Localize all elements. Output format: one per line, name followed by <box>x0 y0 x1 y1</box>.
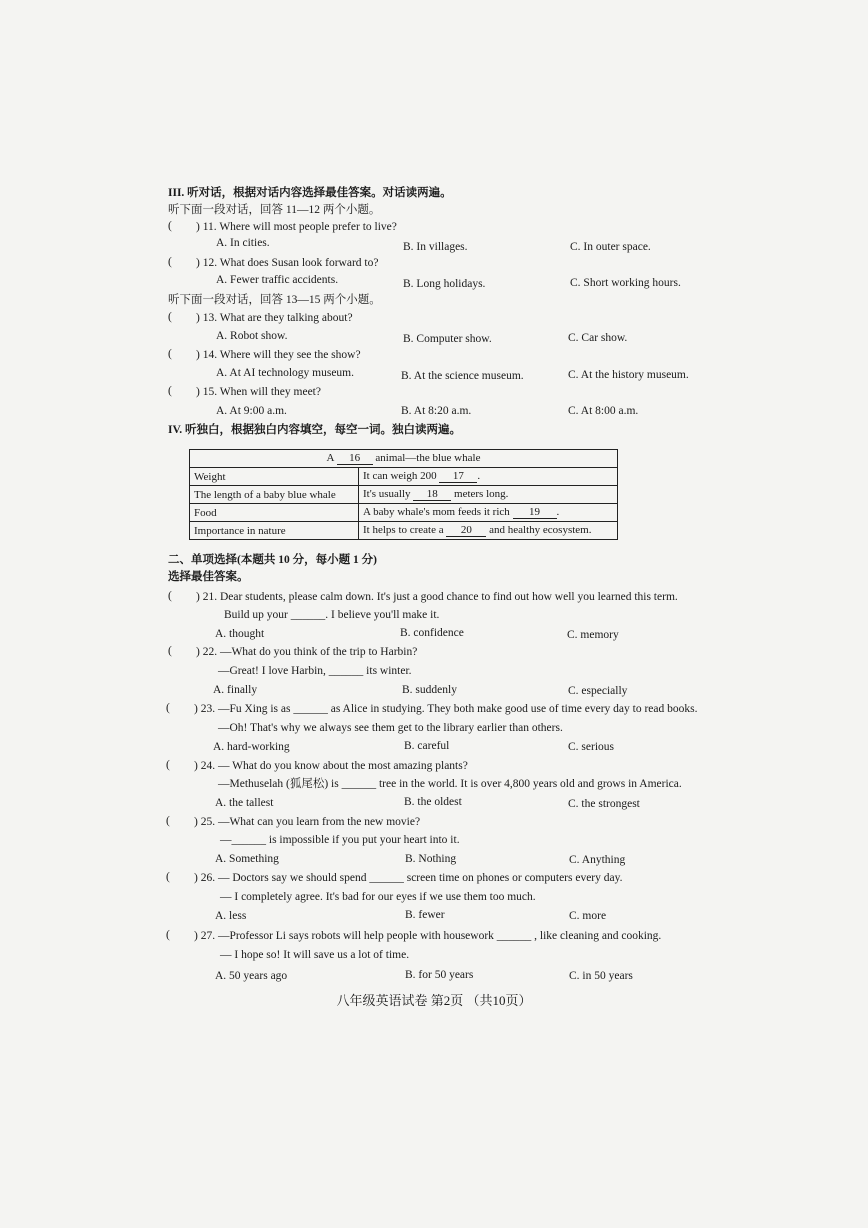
question-stem-2: —Oh! That's why we always see them get to the library earlier than others. <box>218 722 563 734</box>
option-a: A. hard-working <box>213 741 290 753</box>
question-stem: ) 23. —Fu Xing is as ______ as Alice in studying. They both make good use of time every day to read books. <box>194 703 698 715</box>
option-a: A. Something <box>215 853 279 865</box>
answer-paren[interactable]: ( <box>168 348 172 360</box>
table-header-cell <box>190 450 618 468</box>
row-text: It's usually <box>363 488 411 500</box>
option-c: C. At the history museum. <box>568 369 689 381</box>
option-b: B. suddenly <box>402 684 457 696</box>
option-c: C. memory <box>567 629 619 641</box>
row-content <box>359 522 618 540</box>
answer-paren[interactable]: ( <box>166 871 170 883</box>
section2-title: 二、单项选择(本题共 10 分，每小题 1 分) <box>168 554 377 566</box>
question-stem-2: —Great! I love Harbin, ______ its winter. <box>218 665 412 677</box>
answer-paren[interactable]: ( <box>168 590 172 602</box>
option-b: B. Long holidays. <box>403 278 486 290</box>
blank-19[interactable]: 19 <box>513 506 557 519</box>
option-a: A. At 9:00 a.m. <box>216 405 287 417</box>
option-c: C. serious <box>568 741 614 753</box>
row-text-end: and healthy ecosystem. <box>489 524 592 536</box>
option-c: C. In outer space. <box>570 241 651 253</box>
option-a: A. thought <box>215 628 265 640</box>
question-stem-2: — I completely agree. It's bad for our eyes if we use them too much. <box>220 891 536 903</box>
option-c: C. especially <box>568 685 628 697</box>
table-row <box>190 486 618 504</box>
row-content <box>359 486 618 504</box>
option-b: B. confidence <box>400 627 464 639</box>
option-c: C. in 50 years <box>569 970 633 982</box>
section2-instruction: 选择最佳答案。 <box>168 571 249 583</box>
option-b: B. fewer <box>405 909 445 921</box>
page-footer: 八年级英语试卷 第2页 （共10页） <box>336 993 532 1008</box>
row-label: Importance in nature <box>190 522 359 540</box>
option-b: B. the oldest <box>404 796 462 808</box>
option-b: B. Computer show. <box>403 333 492 345</box>
option-a: A. In cities. <box>216 237 270 249</box>
answer-paren[interactable]: ( <box>168 311 172 323</box>
question-stem: ) 13. What are they talking about? <box>196 312 353 324</box>
answer-paren[interactable]: ( <box>168 220 172 232</box>
question-stem-2: — I hope so! It will save us a lot of time. <box>220 949 410 961</box>
option-b: B. At 8:20 a.m. <box>401 405 472 417</box>
row-label: The length of a baby blue whale <box>190 486 359 504</box>
question-stem: ) 21. Dear students, please calm down. It's just a good chance to find out how well you learned this term. <box>196 591 678 603</box>
table-row <box>190 468 618 486</box>
row-text-end: . <box>477 470 481 482</box>
option-c: C. Car show. <box>568 332 628 344</box>
answer-paren[interactable]: ( <box>166 815 170 827</box>
row-label: Food <box>190 504 359 522</box>
blank-18[interactable]: 18 <box>413 488 451 501</box>
question-stem-2: —______ is impossible if you put your heart into it. <box>220 834 460 846</box>
answer-paren[interactable]: ( <box>166 759 170 771</box>
question-stem: ) 12. What does Susan look forward to? <box>196 257 379 269</box>
table-row <box>190 522 618 540</box>
option-b: B. careful <box>404 740 450 752</box>
row-text: It helps to create a <box>363 524 444 536</box>
row-text-end: . <box>556 506 560 518</box>
blank-17[interactable]: 17 <box>439 470 477 483</box>
row-text: It can weigh 200 <box>363 470 437 482</box>
option-a: A. 50 years ago <box>215 970 288 982</box>
answer-paren[interactable]: ( <box>166 929 170 941</box>
section3-intro-2: 听下面一段对话，回答 13—15 两个小题。 <box>168 294 381 306</box>
answer-paren[interactable]: ( <box>168 385 172 397</box>
option-a: A. At AI technology museum. <box>216 367 354 379</box>
question-stem: ) 11. Where will most people prefer to live? <box>196 221 397 233</box>
answer-paren[interactable]: ( <box>166 702 170 714</box>
question-stem: ) 24. — What do you know about the most amazing plants? <box>194 760 468 772</box>
option-c: C. At 8:00 a.m. <box>568 405 639 417</box>
answer-paren[interactable]: ( <box>168 645 172 657</box>
section4-title: IV. 听独白，根据独白内容填空，每空一词。独白读两遍。 <box>168 424 462 436</box>
row-text: A baby whale's mom feeds it rich <box>363 506 510 518</box>
question-stem-2: Build up your ______. I believe you'll make it. <box>224 609 440 621</box>
option-c: C. the strongest <box>568 798 640 810</box>
section3-title: III. 听对话，根据对话内容选择最佳答案。对话读两遍。 <box>168 187 452 199</box>
row-content <box>359 468 618 486</box>
question-stem: ) 25. —What can you learn from the new movie? <box>194 816 421 828</box>
question-stem-2: —Methuselah (狐尾松) is ______ tree in the world. It is over 4,800 years old and grows in America. <box>218 778 682 790</box>
whale-table <box>189 449 618 540</box>
option-c: C. Short working hours. <box>570 277 681 289</box>
option-a: A. less <box>215 910 247 922</box>
section3-intro-1: 听下面一段对话，回答 11—12 两个小题。 <box>168 204 381 216</box>
table-header-row <box>190 450 618 468</box>
option-b: B. In villages. <box>403 241 468 253</box>
row-text-end: meters long. <box>454 488 509 500</box>
option-c: C. more <box>569 910 607 922</box>
option-b: B. Nothing <box>405 853 457 865</box>
header-post: animal—the blue whale <box>375 452 481 464</box>
option-a: A. Robot show. <box>216 330 288 342</box>
question-stem: ) 26. — Doctors say we should spend ______ screen time on phones or computers every day. <box>194 872 623 884</box>
header-pre: A <box>326 452 334 464</box>
question-stem: ) 15. When will they meet? <box>196 386 321 398</box>
row-content <box>359 504 618 522</box>
blank-20[interactable]: 20 <box>446 524 486 537</box>
table-row <box>190 504 618 522</box>
question-stem: ) 27. —Professor Li says robots will help people with housework ______ , like cleaning and cooking. <box>194 930 662 942</box>
question-stem: ) 14. Where will they see the show? <box>196 349 361 361</box>
row-label: Weight <box>190 468 359 486</box>
blank-16[interactable]: 16 <box>337 452 373 465</box>
question-stem: ) 22. —What do you think of the trip to Harbin? <box>196 646 418 658</box>
option-a: A. the tallest <box>215 797 274 809</box>
option-b: B. for 50 years <box>405 969 474 981</box>
answer-paren[interactable]: ( <box>168 256 172 268</box>
option-c: C. Anything <box>569 854 626 866</box>
option-b: B. At the science museum. <box>401 370 524 382</box>
option-a: A. Fewer traffic accidents. <box>216 274 339 286</box>
option-a: A. finally <box>213 684 258 696</box>
